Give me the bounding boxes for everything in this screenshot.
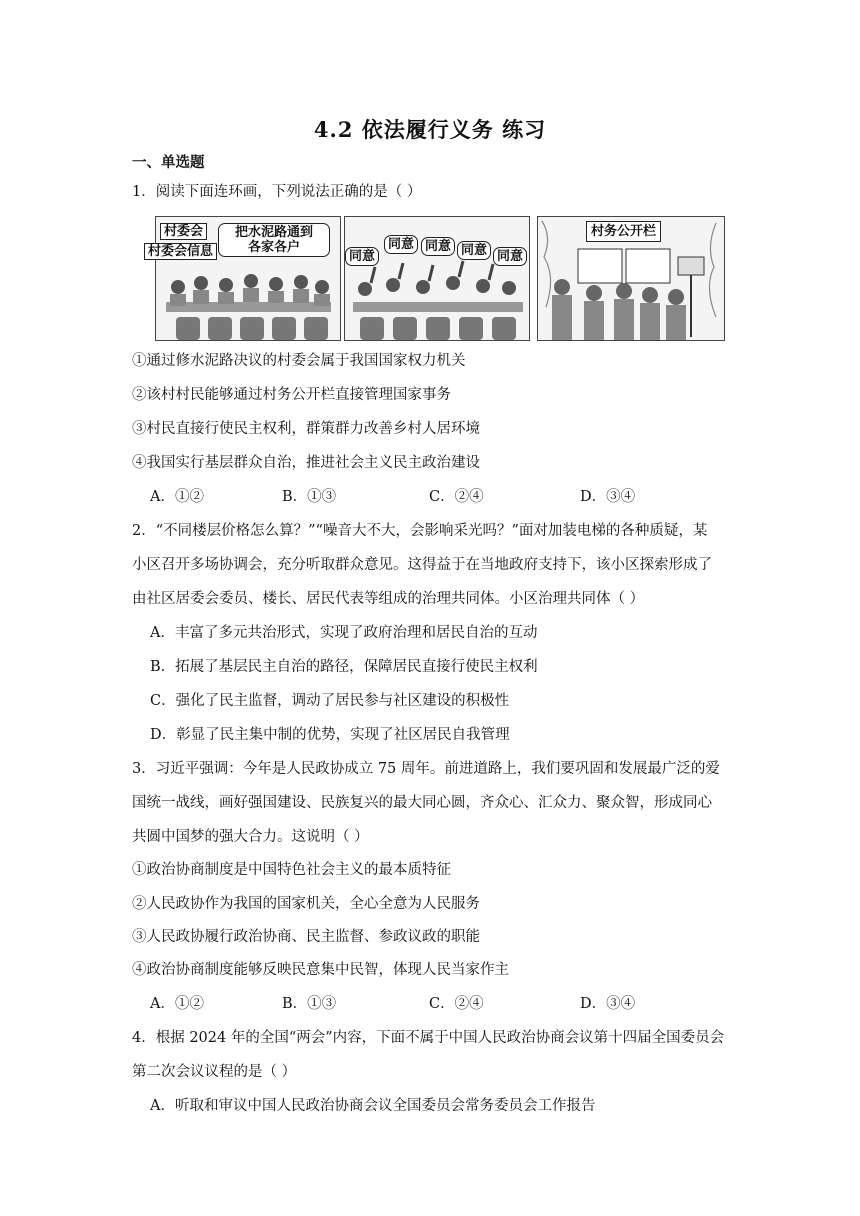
q1-option-a: A．①② xyxy=(150,489,204,505)
q2-stem-line-2: 小区召开多场协调会，充分听取群众意见。这得益于在当地政府支持下，该小区探索形成了 xyxy=(132,557,712,573)
agree-bubble-3: 同意 xyxy=(421,237,455,256)
page-title: 4.2 依法履行义务 练习 xyxy=(313,117,547,142)
village-committee-info-label: 村委会信息 xyxy=(144,243,217,260)
q1-option-c: C．②④ xyxy=(429,489,484,505)
q4-option-a: A．听取和审议中国人民政治协商会议全国委员会常务委员会工作报告 xyxy=(150,1098,596,1114)
section-heading: 一、单选题 xyxy=(132,154,205,171)
q3-option-b: B．①③ xyxy=(282,996,337,1012)
q3-item-1: ①政治协商制度是中国特色社会主义的最本质特征 xyxy=(132,862,451,878)
q3-item-2: ②人民政协作为我国的国家机关，全心全意为人民服务 xyxy=(132,896,480,912)
q1-stem: 1．阅读下面连环画，下列说法正确的是（ ） xyxy=(132,184,422,200)
q1-item-2: ②该村村民能够通过村务公开栏直接管理国家事务 xyxy=(132,387,451,403)
village-committee-label: 村委会 xyxy=(160,223,207,240)
q1-option-b: B．①③ xyxy=(282,489,337,505)
agree-bubble-5: 同意 xyxy=(493,247,527,266)
q3-stem-line-1: 3．习近平强调：今年是人民政协成立 75 周年。前进道路上，我们要巩固和发展最广泛的爱 xyxy=(132,761,720,777)
q3-option-a: A．①② xyxy=(150,996,204,1012)
agree-bubble-2: 同意 xyxy=(384,235,418,254)
q3-stem-line-2: 国统一战线，画好强国建设、民族复兴的最大同心圆，齐众心、汇众力、聚众智，形成同心 xyxy=(132,795,712,811)
q2-stem-line-3: 由社区居委会委员、楼长、居民代表等组成的治理共同体。小区治理共同体（ ） xyxy=(132,591,645,607)
q2-option-d: D．彰显了民主集中制的优势，实现了社区居民自我管理 xyxy=(150,727,510,743)
q3-option-d: D．③④ xyxy=(580,996,636,1012)
comic-panel-2 xyxy=(344,216,530,341)
q2-option-c: C．强化了民主监督，调动了居民参与社区建设的积极性 xyxy=(150,693,510,709)
comic-panel-1 xyxy=(148,216,341,341)
q3-item-3: ③人民政协履行政治协商、民主监督、参政议政的职能 xyxy=(132,929,480,945)
q1-option-d: D．③④ xyxy=(580,489,636,505)
q3-item-4: ④政治协商制度能够反映民意集中民智，体现人民当家作主 xyxy=(132,962,509,978)
bulletin-board-sign: 村务公开栏 xyxy=(586,221,661,242)
q4-stem-line-2: 第二次会议议程的是（ ） xyxy=(132,1064,297,1080)
q2-stem-line-1: 2．“不同楼层价格怎么算？”“噪音大不大，会影响采光吗？”面对加装电梯的各种质疑，某 xyxy=(132,523,708,539)
q3-option-c: C．②④ xyxy=(429,996,484,1012)
q1-item-1: ①通过修水泥路决议的村委会属于我国国家权力机关 xyxy=(132,353,466,369)
q2-option-b: B．拓展了基层民主自治的路径，保障居民直接行使民主权利 xyxy=(150,659,538,675)
agree-bubble-4: 同意 xyxy=(457,241,491,260)
agree-bubble-1: 同意 xyxy=(345,247,379,266)
speech-bubble-road xyxy=(218,223,330,257)
q1-item-3: ③村民直接行使民主权利，群策群力改善乡村人居环境 xyxy=(132,421,480,437)
q1-item-4: ④我国实行基层群众自治，推进社会主义民主政治建设 xyxy=(132,455,480,471)
comic-panel-3 xyxy=(537,216,725,341)
speech-bubble-road-line2: 各家各户 xyxy=(247,240,300,255)
vote-illustration xyxy=(345,217,529,340)
q2-option-a: A．丰富了多元共治形式，实现了政府治理和居民自治的互动 xyxy=(150,625,538,641)
q4-stem-line-1: 4．根据 2024 年的全国“两会”内容，下面不属于中国人民政治协商会议第十四届全国委员会 xyxy=(132,1030,725,1046)
speech-bubble-road-line1: 把水泥路通到 xyxy=(234,225,313,240)
q3-stem-line-3: 共圆中国梦的强大合力。这说明（ ） xyxy=(132,829,369,845)
